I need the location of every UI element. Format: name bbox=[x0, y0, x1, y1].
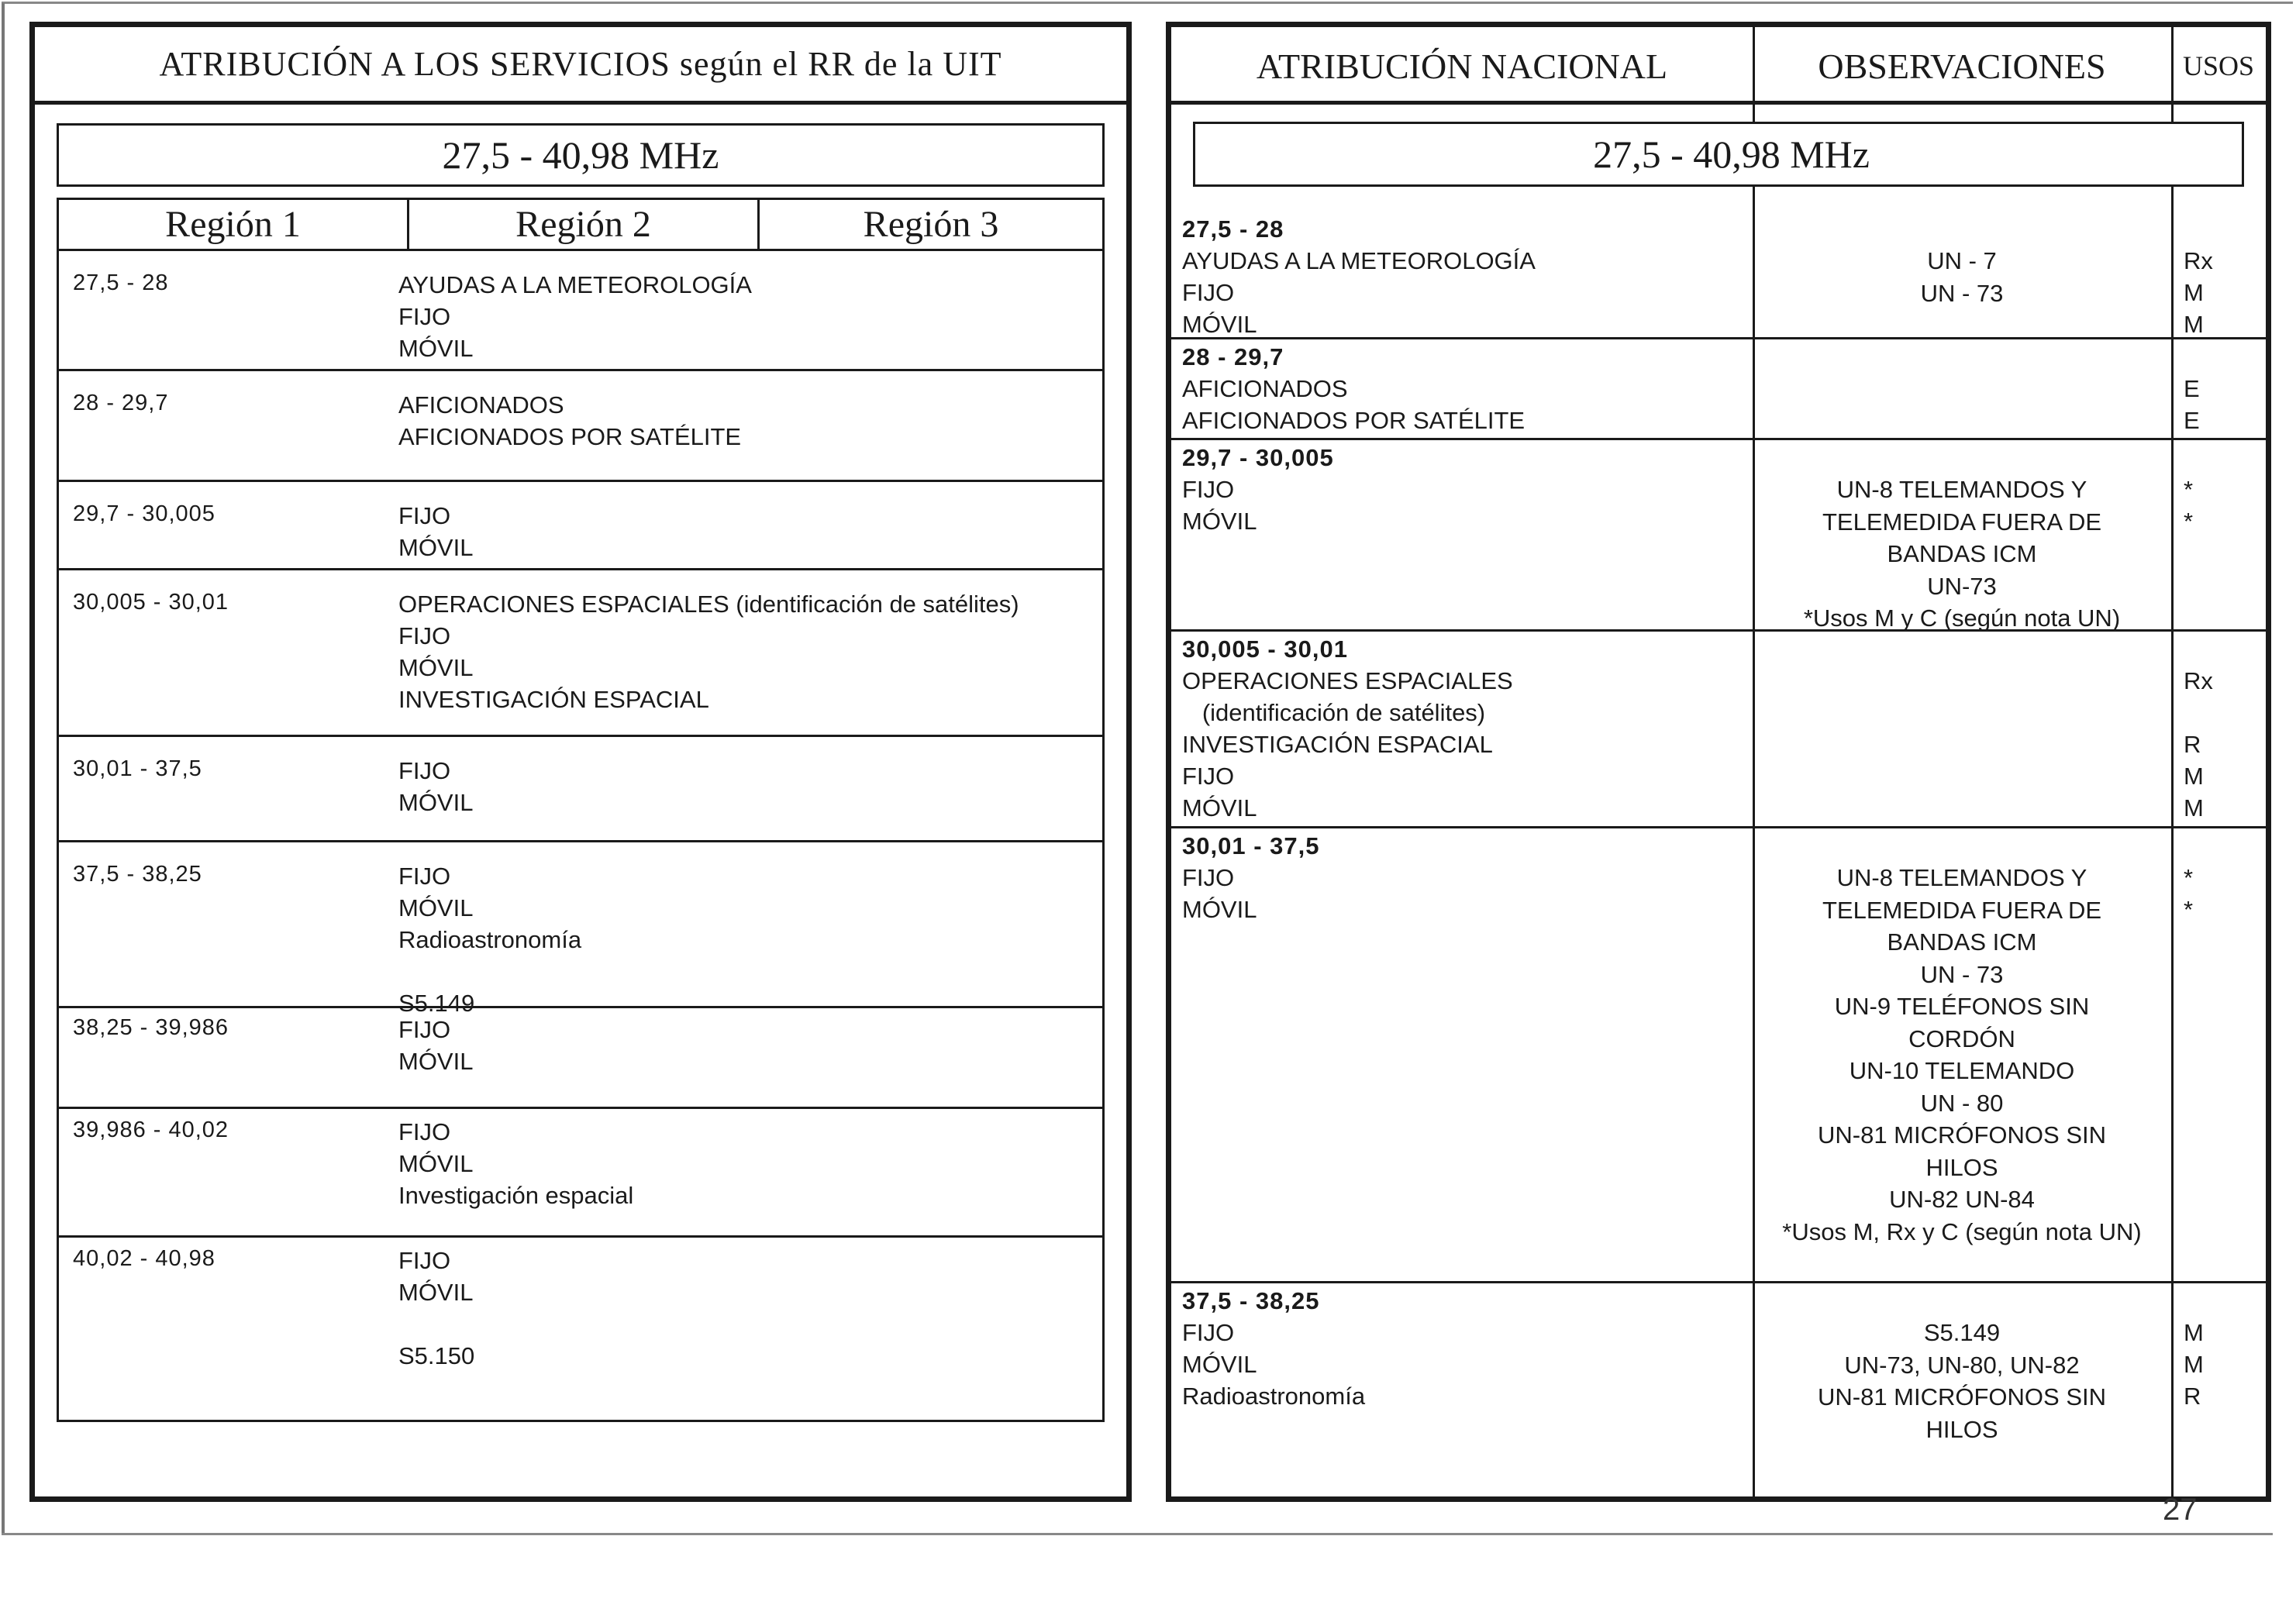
service-line: FIJO bbox=[1182, 763, 1235, 790]
header-atribucion-nacional: ATRIBUCIÓN NACIONAL bbox=[1171, 27, 1755, 105]
uso-code: * bbox=[2184, 476, 2194, 503]
service-line: Radioastronomía bbox=[1182, 1383, 1366, 1410]
service-line: MÓVIL bbox=[1182, 311, 1257, 338]
band-services bbox=[398, 1014, 473, 1077]
uso-code: R bbox=[2184, 1383, 2201, 1410]
band-services bbox=[398, 588, 1019, 715]
band-range: 37,5 - 38,25 bbox=[73, 862, 202, 887]
uso-code bbox=[2184, 697, 2213, 728]
band-range: 28 - 29,7 bbox=[73, 391, 169, 415]
usos-cell bbox=[2184, 373, 2200, 436]
page-border-bottom bbox=[2, 1533, 2273, 1535]
usos-cell bbox=[2184, 862, 2193, 925]
left-band-row bbox=[59, 845, 1102, 1017]
service-line: FIJO bbox=[398, 863, 451, 890]
page-border-top bbox=[2, 2, 2293, 4]
header-observaciones: OBSERVACIONES bbox=[1753, 27, 2174, 105]
service-line: MÓVIL bbox=[398, 335, 474, 362]
service-line: MÓVIL bbox=[398, 894, 474, 921]
observacion-line: UN-8 TELEMANDOS Y bbox=[1836, 476, 2087, 503]
observacion-line: CORDÓN bbox=[1908, 1025, 2015, 1052]
band-range: 29,7 - 30,005 bbox=[1182, 444, 1334, 471]
service-line: INVESTIGACIÓN ESPACIAL bbox=[398, 686, 709, 713]
band-range: 30,005 - 30,01 bbox=[1182, 635, 1348, 663]
observacion-line: UN-73 bbox=[1927, 572, 1997, 600]
observacion-line: UN - 7 bbox=[1927, 247, 1997, 274]
service-line: AYUDAS A LA METEOROLOGÍA bbox=[398, 271, 752, 298]
uso-code: * bbox=[2184, 896, 2194, 923]
observacion-line: UN-81 MICRÓFONOS SIN bbox=[1817, 1121, 2107, 1149]
band-range: 27,5 - 28 bbox=[73, 270, 169, 295]
observacion-line: TELEMEDIDA FUERA DE bbox=[1822, 508, 2102, 536]
band-range: 30,01 - 37,5 bbox=[73, 756, 202, 781]
usos-cell bbox=[2184, 665, 2213, 824]
national-band-row bbox=[1171, 629, 2266, 826]
observacion-line: TELEMEDIDA FUERA DE bbox=[1822, 896, 2102, 924]
uso-code: Rx bbox=[2184, 247, 2213, 274]
national-services bbox=[1182, 442, 1334, 537]
national-band-row bbox=[1171, 438, 2266, 632]
observacion-line: UN-82 UN-84 bbox=[1889, 1186, 2035, 1213]
band-range: 28 - 29,7 bbox=[1182, 343, 1284, 370]
observacion-line: UN-9 TELÉFONOS SIN bbox=[1834, 993, 2090, 1020]
service-line: MÓVIL bbox=[398, 789, 474, 816]
observaciones-cell bbox=[1753, 862, 2171, 1248]
region-3-header: Región 3 bbox=[760, 200, 1102, 251]
band-range: 40,02 - 40,98 bbox=[73, 1246, 215, 1271]
service-line: FIJO bbox=[398, 1016, 451, 1043]
left-band-row bbox=[59, 1111, 1102, 1238]
service-line: FIJO bbox=[1182, 279, 1235, 306]
service-line: AFICIONADOS bbox=[1182, 375, 1348, 402]
national-band-row bbox=[1171, 826, 2266, 1281]
band-services bbox=[398, 500, 473, 563]
service-line: FIJO bbox=[398, 1247, 451, 1274]
uso-code: * bbox=[2184, 508, 2194, 535]
service-line: MÓVIL bbox=[398, 654, 474, 681]
band-services bbox=[398, 269, 752, 364]
left-band-row bbox=[59, 739, 1102, 842]
usos-cell bbox=[2184, 245, 2213, 340]
uso-code: M bbox=[2184, 1351, 2204, 1378]
service-line: S5.150 bbox=[398, 1342, 475, 1369]
observacion-line: UN-8 TELEMANDOS Y bbox=[1836, 864, 2087, 891]
band-range: 38,25 - 39,986 bbox=[73, 1015, 229, 1040]
page-border-left bbox=[2, 3, 5, 1534]
observacion-line: BANDAS ICM bbox=[1887, 540, 2037, 567]
service-line: AYUDAS A LA METEOROLOGÍA bbox=[1182, 247, 1536, 274]
usos-cell bbox=[2184, 1317, 2204, 1412]
band-range: 30,005 - 30,01 bbox=[73, 590, 229, 615]
uso-code: R bbox=[2184, 731, 2201, 758]
service-line bbox=[398, 956, 581, 987]
service-line: MÓVIL bbox=[398, 1150, 474, 1177]
left-band-row bbox=[59, 1240, 1102, 1420]
uso-code: Rx bbox=[2184, 667, 2213, 694]
service-line: OPERACIONES ESPACIALES bbox=[1182, 667, 1513, 694]
service-line: MÓVIL bbox=[1182, 794, 1257, 821]
observacion-line: HILOS bbox=[1925, 1415, 1998, 1443]
band-services bbox=[398, 1245, 474, 1372]
national-services bbox=[1182, 633, 1513, 824]
left-band-row bbox=[59, 1011, 1102, 1109]
observacion-line: HILOS bbox=[1925, 1153, 1998, 1181]
national-band-row bbox=[1171, 337, 2266, 438]
observaciones-cell bbox=[1753, 1317, 2171, 1445]
service-line: MÓVIL bbox=[1182, 1351, 1257, 1378]
national-services bbox=[1182, 1285, 1365, 1412]
left-band-row bbox=[59, 484, 1102, 570]
service-line: MÓVIL bbox=[1182, 508, 1257, 535]
band-range: 37,5 - 38,25 bbox=[1182, 1287, 1320, 1314]
national-band-row bbox=[1171, 1281, 2266, 1496]
service-line: FIJO bbox=[1182, 476, 1235, 503]
service-line: FIJO bbox=[1182, 864, 1235, 891]
national-allocation-header bbox=[1171, 27, 2266, 105]
header-usos: USOS bbox=[2182, 50, 2255, 81]
observacion-line: UN-10 TELEMANDO bbox=[1849, 1057, 2075, 1084]
service-line: MÓVIL bbox=[398, 1048, 474, 1075]
observaciones-cell bbox=[1753, 245, 2171, 309]
service-line: MÓVIL bbox=[1182, 896, 1257, 923]
uso-code: M bbox=[2184, 311, 2204, 338]
observacion-line: S5.149 bbox=[1923, 1319, 2001, 1346]
observaciones-cell bbox=[1753, 474, 2171, 635]
uso-code: * bbox=[2184, 864, 2194, 891]
observacion-line: *Usos M y C (según nota UN) bbox=[1803, 604, 2121, 632]
national-services bbox=[1182, 341, 1525, 436]
band-range: 39,986 - 40,02 bbox=[73, 1118, 229, 1142]
band-range: 29,7 - 30,005 bbox=[73, 501, 215, 526]
observacion-line: UN - 73 bbox=[1920, 279, 2004, 307]
uso-code: M bbox=[2184, 794, 2204, 821]
usos-cell bbox=[2184, 474, 2193, 537]
service-line: AFICIONADOS POR SATÉLITE bbox=[1182, 407, 1525, 434]
national-services bbox=[1182, 830, 1319, 925]
band-range: 30,01 - 37,5 bbox=[1182, 832, 1320, 859]
band-services bbox=[398, 389, 741, 453]
observacion-line: *Usos M, Rx y C (según nota UN) bbox=[1782, 1217, 2142, 1245]
uso-code: E bbox=[2184, 375, 2200, 402]
band-services bbox=[398, 860, 581, 1019]
service-line: AFICIONADOS POR SATÉLITE bbox=[398, 423, 742, 450]
band-services bbox=[398, 755, 473, 818]
region-1-header: Región 1 bbox=[59, 200, 409, 251]
observacion-line: UN-81 MICRÓFONOS SIN bbox=[1817, 1383, 2107, 1410]
service-line: OPERACIONES ESPACIALES (identificación de satélites) bbox=[398, 591, 1019, 618]
observacion-line: UN-73, UN-80, UN-82 bbox=[1844, 1351, 2080, 1379]
service-line: FIJO bbox=[398, 303, 451, 330]
service-line: S5.149 bbox=[398, 990, 475, 1017]
band-services bbox=[398, 1116, 633, 1211]
uso-code: E bbox=[2184, 407, 2200, 434]
regions-table bbox=[57, 198, 1105, 1422]
service-line: Investigación espacial bbox=[398, 1182, 634, 1209]
page-number: 27 bbox=[2163, 1493, 2198, 1527]
itu-allocation-panel bbox=[29, 22, 1132, 1502]
national-services bbox=[1182, 213, 1536, 340]
observacion-line: UN - 73 bbox=[1920, 960, 2004, 988]
uso-code: M bbox=[2184, 763, 2204, 790]
service-line: FIJO bbox=[398, 1118, 451, 1145]
left-band-row bbox=[59, 573, 1102, 737]
band-range: 27,5 - 28 bbox=[1182, 215, 1284, 243]
service-line: MÓVIL bbox=[398, 534, 474, 561]
itu-allocation-header: ATRIBUCIÓN A LOS SERVICIOS según el RR de la UIT bbox=[35, 27, 1126, 105]
service-line bbox=[398, 1308, 474, 1340]
left-band-row bbox=[59, 374, 1102, 482]
service-line: FIJO bbox=[1182, 1319, 1235, 1346]
service-line: Radioastronomía bbox=[398, 926, 582, 953]
service-line: AFICIONADOS bbox=[398, 391, 564, 418]
national-allocation-panel bbox=[1166, 22, 2271, 1502]
service-line: FIJO bbox=[398, 757, 451, 784]
uso-code: M bbox=[2184, 279, 2204, 306]
service-line: INVESTIGACIÓN ESPACIAL bbox=[1182, 731, 1493, 758]
uso-code: M bbox=[2184, 1319, 2204, 1346]
service-line: MÓVIL bbox=[398, 1279, 474, 1306]
service-line: FIJO bbox=[398, 622, 451, 649]
left-frequency-range: 27,5 - 40,98 MHz bbox=[57, 123, 1105, 187]
region-2-header: Región 2 bbox=[409, 200, 760, 251]
service-line: FIJO bbox=[398, 502, 451, 529]
left-band-row bbox=[59, 253, 1102, 371]
right-frequency-range: 27,5 - 40,98 MHz bbox=[1193, 122, 2244, 187]
service-line: (identificación de satélites) bbox=[1182, 699, 1486, 726]
observacion-line: UN - 80 bbox=[1920, 1089, 2004, 1117]
observacion-line: BANDAS ICM bbox=[1887, 928, 2037, 956]
